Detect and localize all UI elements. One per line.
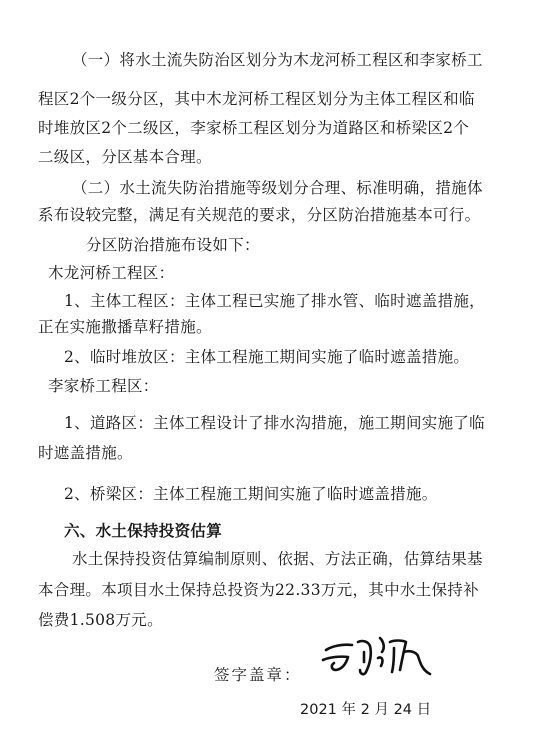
paragraph-line: 时遮盖措施。 (38, 444, 133, 462)
paragraph-line: 二级区，分区基本合理。 (38, 148, 212, 166)
section-heading: 木龙河桥工程区： (48, 264, 175, 282)
paragraph-line: 系布设较完整，满足有关规范的要求，分区防治措施基本可行。 (38, 206, 481, 224)
paragraph-line: 1、道路区：主体工程设计了排水沟措施，施工期间实施了临 (64, 414, 485, 432)
paragraph-line: 本合理。本项目水土保持总投资为22.33万元，其中水土保持补 (38, 581, 479, 599)
paragraph-line: （二）水土流失防治措施等级划分合理、标准明确，措施体 (72, 179, 483, 197)
section-heading: 李家桥工程区： (48, 377, 159, 395)
paragraph-line: 时堆放区2个二级区，李家桥工程区划分为道路区和桥梁区2个 (38, 119, 470, 137)
paragraph-line: 正在实施撒播草籽措施。 (38, 318, 212, 336)
paragraph-line: （一）将水土流失防治区划分为木龙河桥工程区和李家桥工 (72, 51, 483, 69)
paragraph-line: 程区2个一级分区，其中木龙河桥工程区划分为主体工程区和临 (38, 90, 475, 108)
paragraph-line: 偿费1.508万元。 (38, 611, 163, 629)
signature-label: 签字盖章： (214, 666, 302, 684)
paragraph-line: 2、桥梁区：主体工程施工期间实施了临时遮盖措施。 (64, 485, 438, 503)
paragraph-line: 2、临时堆放区：主体工程施工期间实施了临时遮盖措施。 (64, 348, 470, 366)
handwritten-signature (318, 630, 438, 682)
paragraph-line: 1、主体工程区：主体工程已实施了排水管、临时遮盖措施， (64, 292, 485, 310)
paragraph-line: 水土保持投资估算编制原则、依据、方法正确，估算结果基 (72, 550, 483, 568)
paragraph-line: 分区防治措施布设如下： (86, 236, 260, 254)
section-title: 六、水土保持投资估算 (64, 522, 223, 540)
document-date: 2021 年 2 月 24 日 (300, 702, 432, 718)
